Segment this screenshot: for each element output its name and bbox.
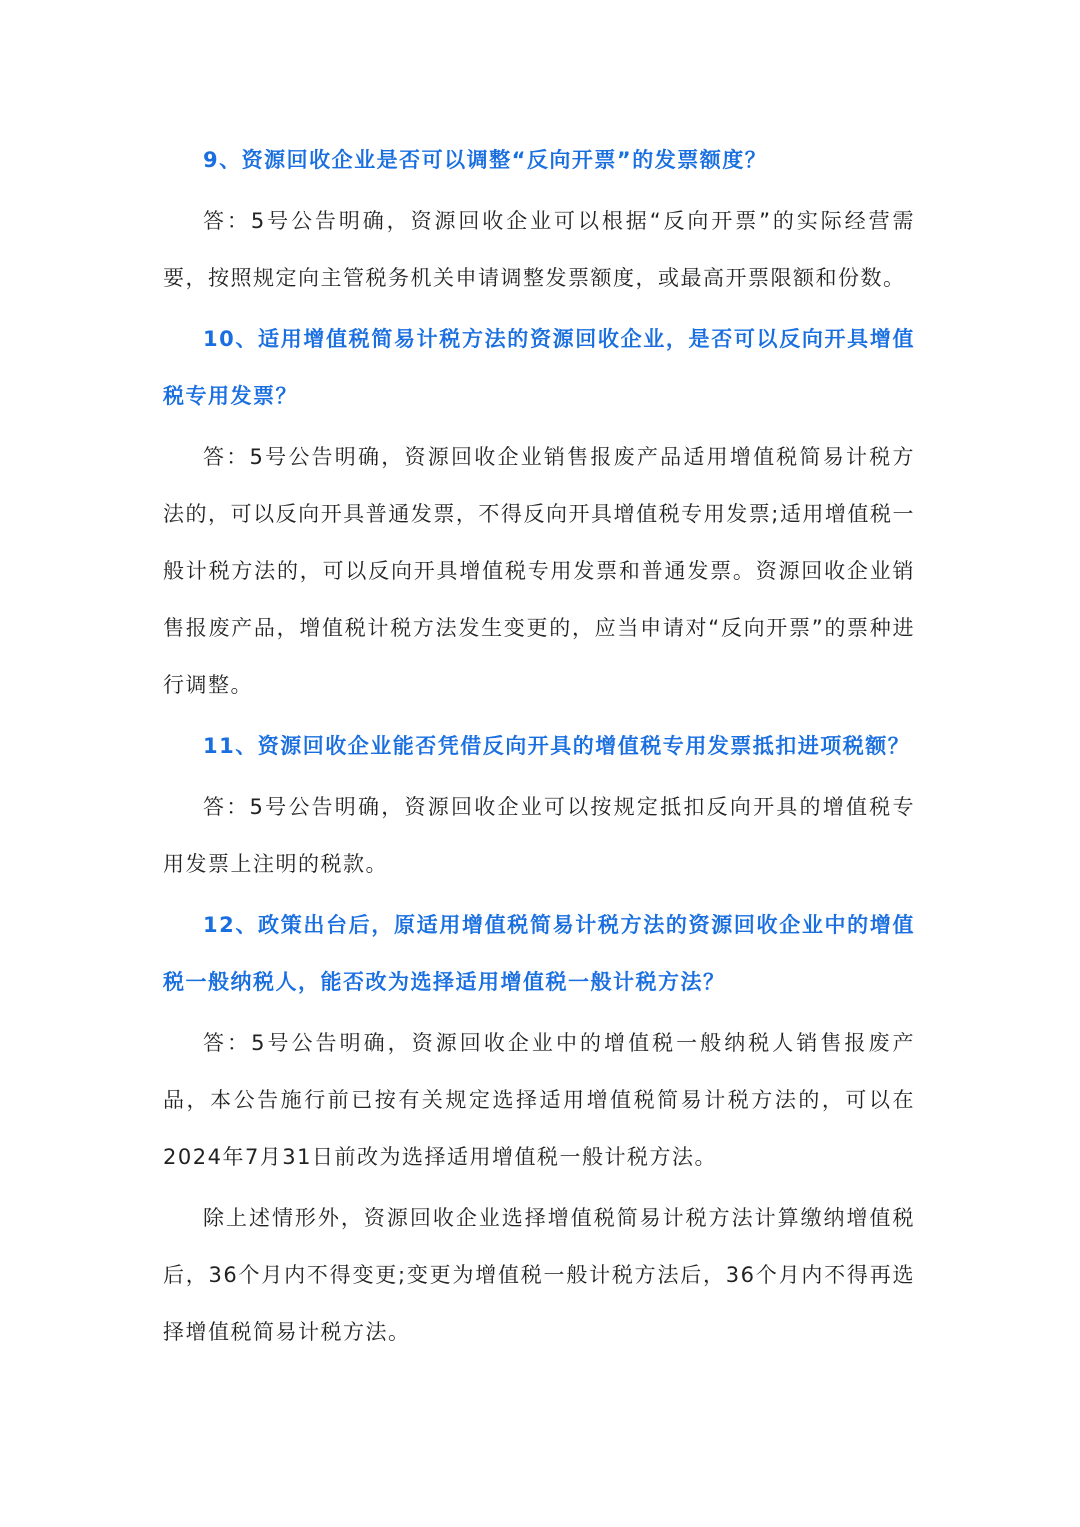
question-11: 11、资源回收企业能否凭借反向开具的增值税专用发票抵扣进项税额？	[203, 734, 911, 758]
document-content	[163, 132, 915, 1361]
answer-12-paragraph-2: 除上述情形外，资源回收企业选择增值税简易计税方法计算缴纳增值税后，36个月内不得变更;变更为增值税一般计税方法后，36个月内不得再选择增值税简易计税方法。	[163, 1206, 915, 1344]
question-10: 10、适用增值税简易计税方法的资源回收企业，是否可以反向开具增值税专用发票？	[163, 327, 915, 408]
answer-10: 答：5号公告明确，资源回收企业销售报废产品适用增值税简易计税方法的，可以反向开具普通发票，不得反向开具增值税专用发票;适用增值税一般计税方法的，可以反向开具增值税专用发票和普通发票。资源回收企业销售报废产品，增值税计税方法发生变更的，应当申请对“反向开票”的票种进行调整。	[163, 445, 915, 697]
answer-11: 答：5号公告明确，资源回收企业可以按规定抵扣反向开具的增值税专用发票上注明的税款。	[163, 795, 915, 876]
question-12: 12、政策出台后，原适用增值税简易计税方法的资源回收企业中的增值税一般纳税人，能否改为选择适用增值税一般计税方法？	[163, 913, 915, 994]
answer-12: 答：5号公告明确，资源回收企业中的增值税一般纳税人销售报废产品，本公告施行前已按有关规定选择适用增值税简易计税方法的，可以在2024年7月31日前改为选择适用增值税一般计税方法。	[163, 1031, 915, 1169]
question-9: 9、资源回收企业是否可以调整“反向开票”的发票额度？	[203, 148, 768, 172]
answer-9: 答：5号公告明确，资源回收企业可以根据“反向开票”的实际经营需要，按照规定向主管税务机关申请调整发票额度，或最高开票限额和份数。	[163, 209, 915, 290]
